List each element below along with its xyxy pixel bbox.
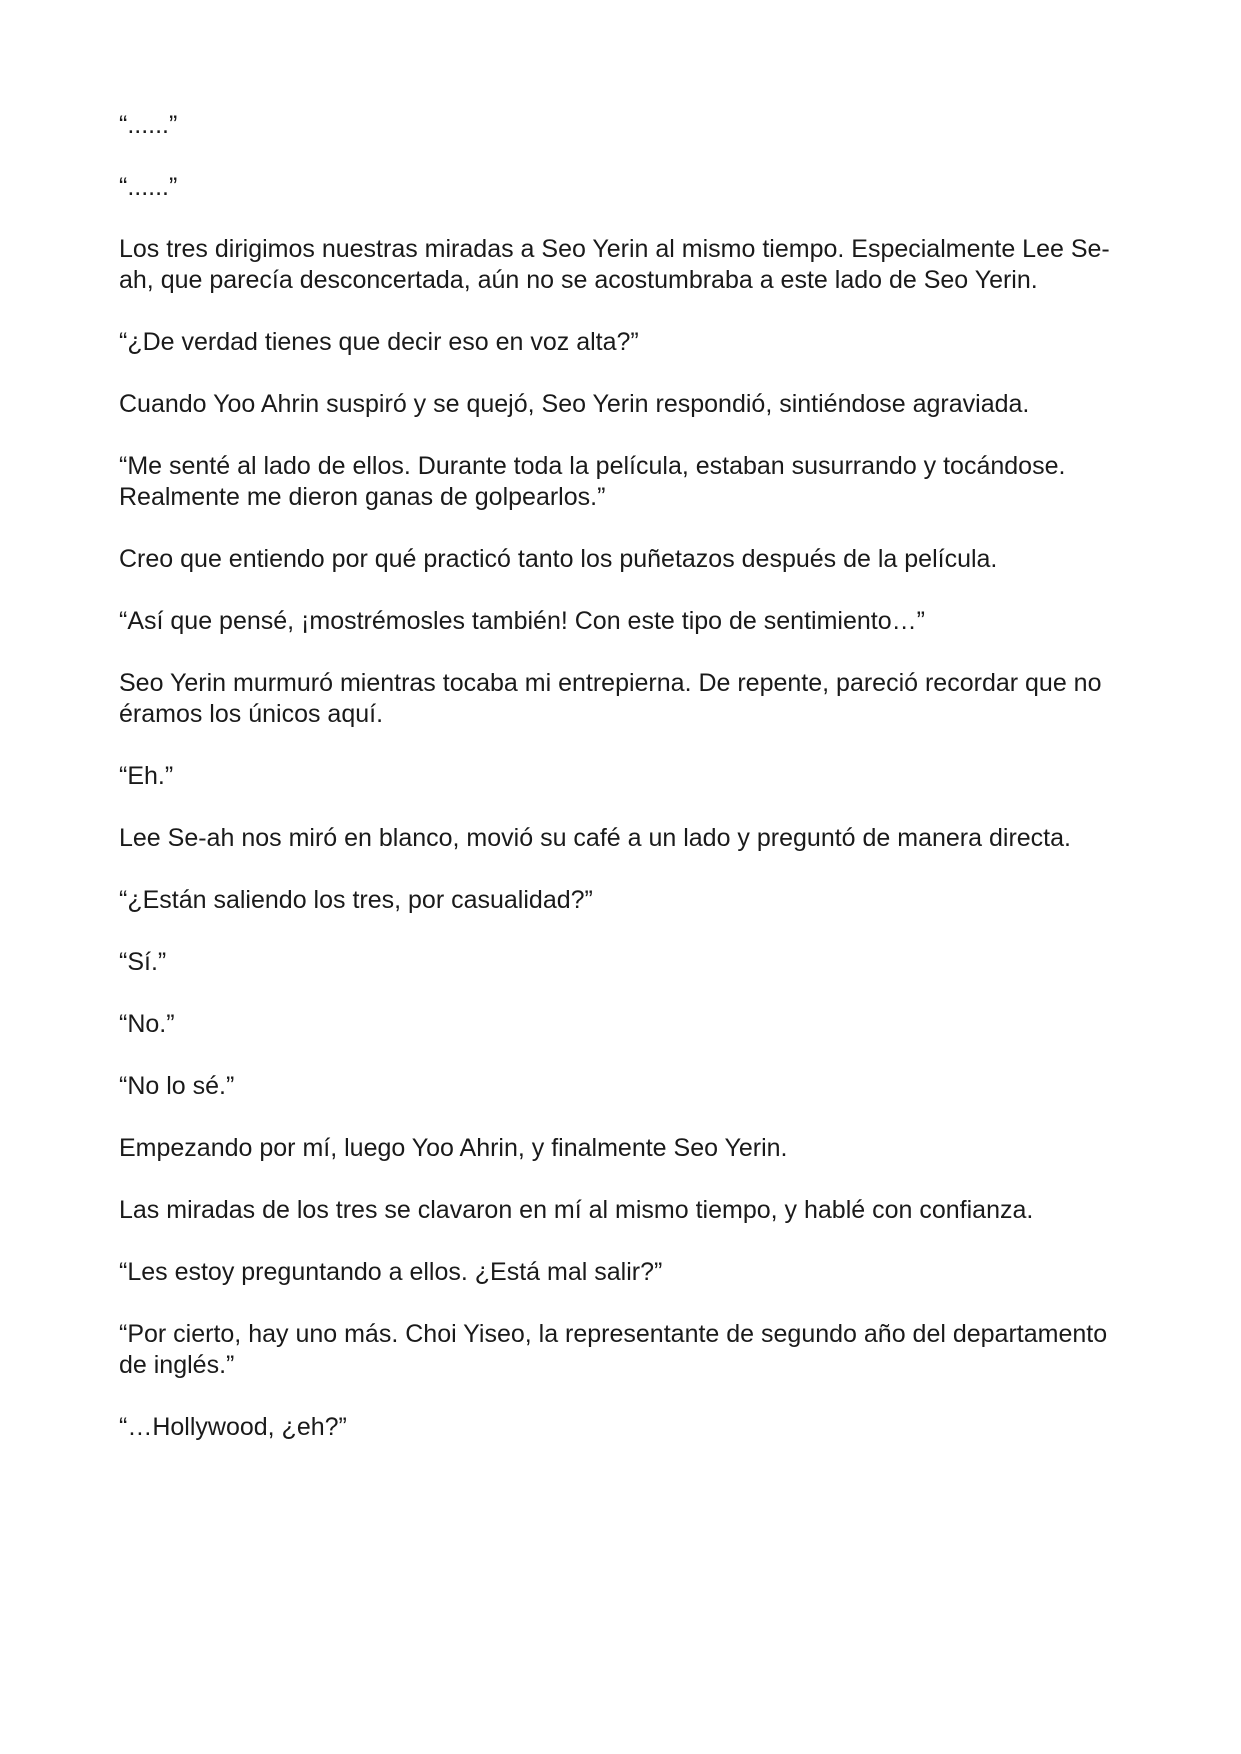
document-body — [119, 110, 1129, 1474]
paragraph: “Sí.” — [119, 948, 167, 976]
paragraph: “¿De verdad tienes que decir eso en voz alta?” — [119, 328, 639, 356]
paragraph: Lee Se-ah nos miró en blanco, movió su café a un lado y preguntó de manera directa. — [119, 824, 1071, 852]
paragraph: “Por cierto, hay uno más. Choi Yiseo, la representante de segundo año del departamento de inglés.” — [119, 1320, 1108, 1379]
paragraph: “Les estoy preguntando a ellos. ¿Está mal salir?” — [119, 1258, 663, 1286]
paragraph: Seo Yerin murmuró mientras tocaba mi entrepierna. De repente, pareció recordar que no éramos los únicos aquí. — [119, 669, 1102, 728]
paragraph: Los tres dirigimos nuestras miradas a Seo Yerin al mismo tiempo. Especialmente Lee Se-ah, que parecía desconcertada, aún no se acostumbraba a este lado de Seo Yerin. — [119, 235, 1110, 294]
paragraph: “No.” — [119, 1010, 175, 1038]
paragraph: “......” — [119, 173, 178, 201]
paragraph: “......” — [119, 111, 178, 139]
paragraph: Creo que entiendo por qué practicó tanto los puñetazos después de la película. — [119, 545, 998, 573]
paragraph: Empezando por mí, luego Yoo Ahrin, y finalmente Seo Yerin. — [119, 1134, 788, 1162]
paragraph: “Eh.” — [119, 762, 174, 790]
paragraph: “…Hollywood, ¿eh?” — [119, 1413, 347, 1441]
paragraph: Cuando Yoo Ahrin suspiró y se quejó, Seo Yerin respondió, sintiéndose agraviada. — [119, 390, 1030, 418]
paragraph: “¿Están saliendo los tres, por casualidad?” — [119, 886, 593, 914]
paragraph: “Así que pensé, ¡mostrémosles también! Con este tipo de sentimiento…” — [119, 607, 925, 635]
paragraph: “Me senté al lado de ellos. Durante toda la película, estaban susurrando y tocándose. Realmente me dieron ganas de golpearlos.” — [119, 452, 1066, 511]
paragraph: “No lo sé.” — [119, 1072, 235, 1100]
paragraph: Las miradas de los tres se clavaron en mí al mismo tiempo, y hablé con confianza. — [119, 1196, 1034, 1224]
